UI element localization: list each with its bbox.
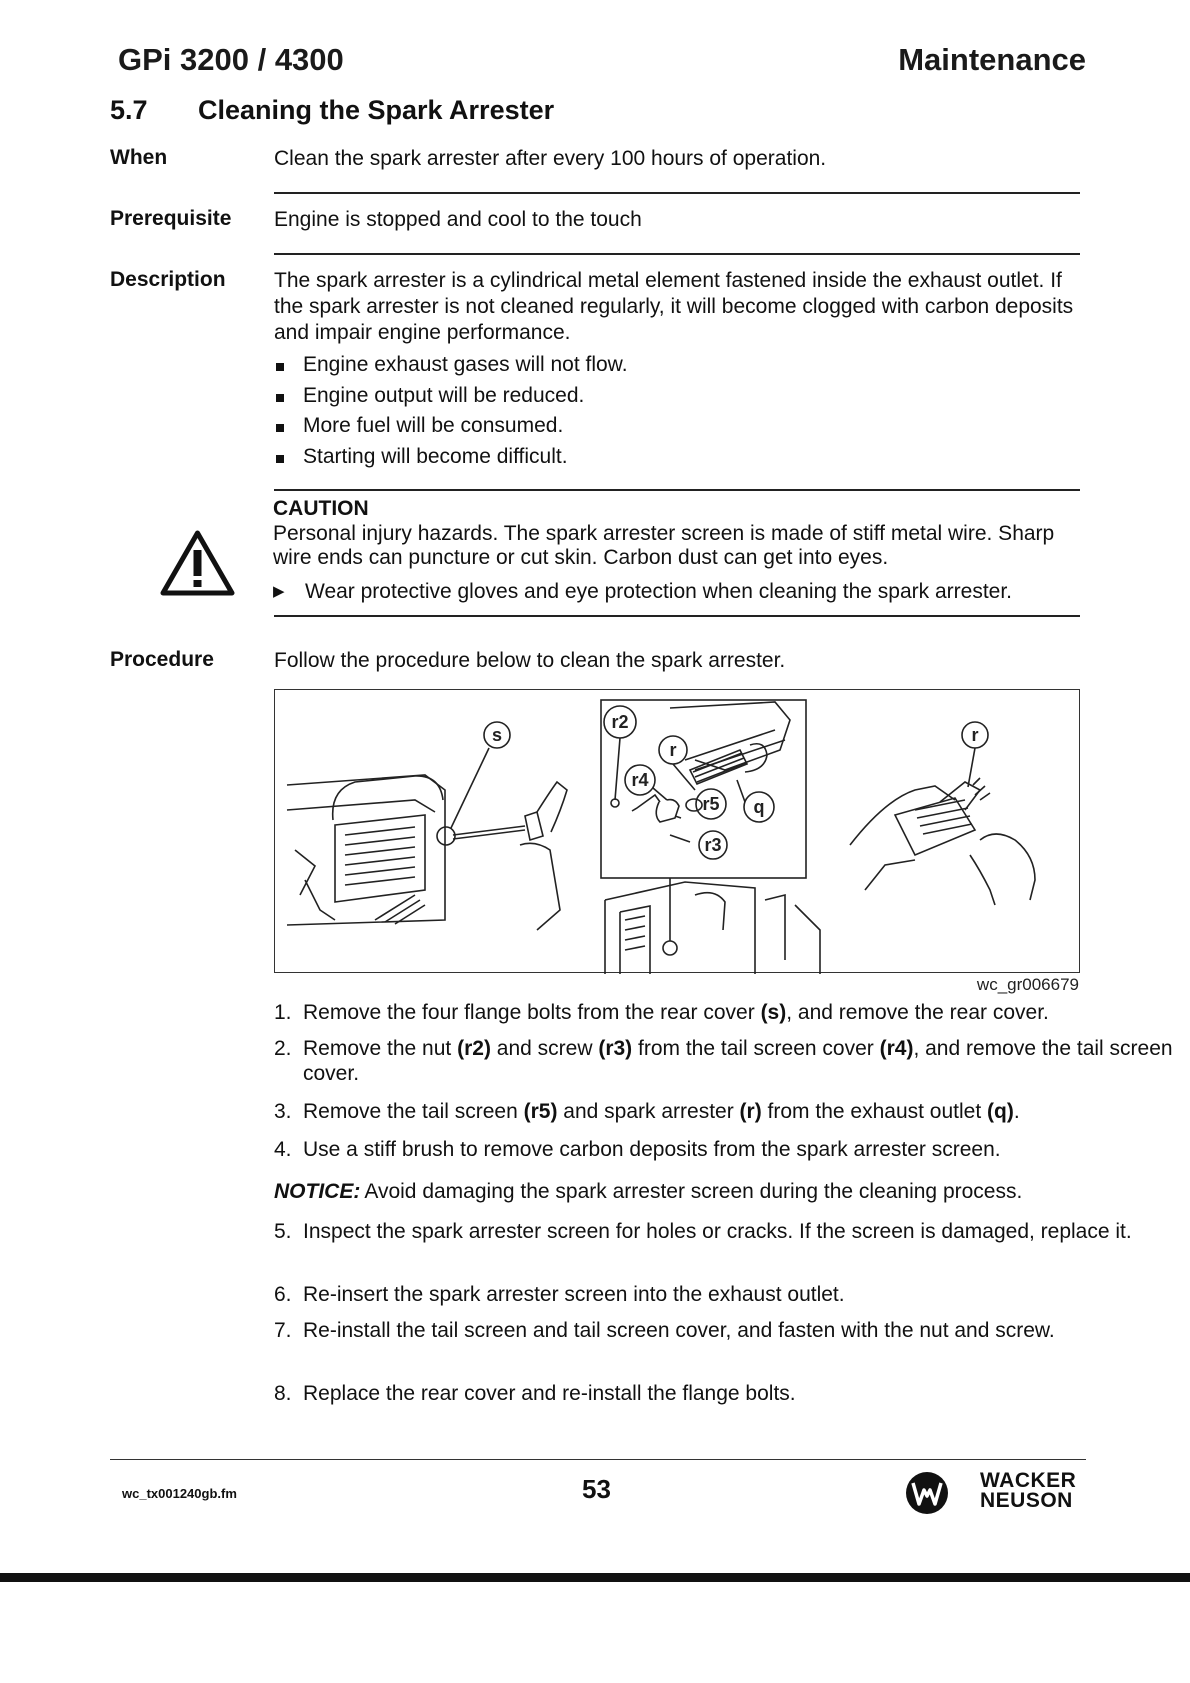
description-bullets bbox=[274, 352, 628, 474]
list-item bbox=[274, 1381, 1132, 1411]
caution-title: CAUTION bbox=[273, 497, 369, 520]
procedure-steps-1-4 bbox=[274, 1000, 1190, 1173]
procedure-illustration bbox=[275, 690, 1081, 974]
list-item bbox=[274, 1219, 1132, 1282]
prerequisite-text: Engine is stopped and cool to the touch bbox=[274, 208, 642, 231]
divider bbox=[274, 615, 1080, 617]
brand-line-2: NEUSON bbox=[980, 1489, 1073, 1512]
step-text: Remove the tail screen (r5) and spark arrester (r) from the exhaust outlet (q). bbox=[303, 1100, 1020, 1123]
step-number: 1. bbox=[274, 1001, 292, 1024]
divider bbox=[274, 253, 1080, 255]
chapter-title: Maintenance bbox=[898, 42, 1086, 77]
caution-text: Personal injury hazards. The spark arrester screen is made of stiff metal wire. Sharp wire ends can puncture or cut skin. Carbon dust can get into eyes. bbox=[273, 522, 1055, 569]
list-item bbox=[274, 1282, 1132, 1318]
when-text: Clean the spark arrester after every 100 hours of operation. bbox=[274, 147, 827, 170]
callout-r: r bbox=[669, 740, 677, 760]
list-item: Starting will become difficult. bbox=[274, 444, 628, 475]
step-text: Re-insert the spark arrester screen into the exhaust outlet. bbox=[303, 1283, 845, 1306]
callout-r3: r3 bbox=[704, 835, 722, 855]
list-item bbox=[274, 1036, 1190, 1099]
callout-r2: r2 bbox=[611, 712, 629, 732]
caution-action-text: Wear protective gloves and eye protection when cleaning the spark arrester. bbox=[305, 580, 1013, 603]
procedure-figure bbox=[274, 689, 1080, 973]
page-number: 53 bbox=[582, 1474, 611, 1504]
list-item: Engine output will be reduced. bbox=[274, 383, 628, 414]
footer-divider bbox=[110, 1459, 1086, 1460]
notice bbox=[274, 1180, 1022, 1204]
list-item bbox=[274, 1000, 1190, 1036]
step-text: Inspect the spark arrester screen for holes or cracks. If the screen is damaged, replace it. bbox=[303, 1220, 1132, 1243]
section-title: Cleaning the Spark Arrester bbox=[198, 95, 555, 125]
figure-reference: wc_gr006679 bbox=[976, 975, 1079, 994]
brand-name bbox=[980, 1471, 1076, 1511]
caution-action bbox=[273, 580, 1012, 604]
list-item: Engine exhaust gases will not flow. bbox=[274, 352, 628, 383]
prerequisite-label: Prerequisite bbox=[110, 207, 232, 230]
divider bbox=[274, 192, 1080, 194]
bottom-band bbox=[0, 1573, 1190, 1582]
procedure-intro: Follow the procedure below to clean the spark arrester. bbox=[274, 649, 786, 672]
warning-triangle-icon bbox=[160, 530, 235, 596]
step-number: 5. bbox=[274, 1220, 292, 1243]
step-number: 8. bbox=[274, 1382, 292, 1405]
description-label: Description bbox=[110, 268, 226, 291]
section-number: 5.7 bbox=[110, 95, 148, 125]
when-label: When bbox=[110, 146, 168, 169]
procedure-label: Procedure bbox=[110, 648, 214, 671]
step-number: 4. bbox=[274, 1138, 292, 1161]
description-text: The spark arrester is a cylindrical metal element fastened inside the exhaust outlet. If the spark arrester is not cleaned regularly, it will become clogged with carbon deposits and impair engine performance. bbox=[274, 269, 1074, 344]
step-text: Remove the four flange bolts from the rear cover (s), and remove the rear cover. bbox=[303, 1001, 1049, 1024]
callout-r5: r5 bbox=[702, 794, 720, 814]
step-number: 2. bbox=[274, 1037, 292, 1060]
callout-q: q bbox=[753, 797, 765, 817]
list-item bbox=[274, 1099, 1190, 1137]
callout-r4: r4 bbox=[631, 770, 649, 790]
step-text: Use a stiff brush to remove carbon deposits from the spark arrester screen. bbox=[303, 1138, 1001, 1161]
list-item: More fuel will be consumed. bbox=[274, 413, 628, 444]
notice-text: Avoid damaging the spark arrester screen during the cleaning process. bbox=[364, 1180, 1023, 1203]
page-header bbox=[118, 42, 1086, 82]
footer-filename: wc_tx001240gb.fm bbox=[122, 1486, 237, 1501]
step-text: Re-install the tail screen and tail screen cover, and fasten with the nut and screw. bbox=[303, 1319, 1055, 1342]
doc-title: GPi 3200 / 4300 bbox=[118, 42, 344, 77]
list-item bbox=[274, 1137, 1190, 1173]
divider bbox=[274, 489, 1080, 491]
arrow-right-icon: ▶ bbox=[273, 583, 285, 600]
wacker-neuson-logo-icon bbox=[904, 1470, 950, 1516]
step-text: Remove the nut (r2) and screw (r3) from the tail screen cover (r4), and remove the tail screen cover. bbox=[303, 1037, 1173, 1085]
step-number: 7. bbox=[274, 1319, 292, 1342]
procedure-steps-5-8 bbox=[274, 1219, 1132, 1411]
step-text: Replace the rear cover and re-install the flange bolts. bbox=[303, 1382, 796, 1405]
callout-s: s bbox=[491, 725, 503, 745]
list-item bbox=[274, 1318, 1132, 1381]
notice-label: NOTICE: bbox=[274, 1180, 361, 1203]
step-number: 6. bbox=[274, 1283, 292, 1306]
step-number: 3. bbox=[274, 1100, 292, 1123]
section-heading bbox=[110, 95, 554, 126]
brand-line-1: WACKER bbox=[980, 1469, 1077, 1492]
callout-r-right: r bbox=[971, 725, 979, 745]
